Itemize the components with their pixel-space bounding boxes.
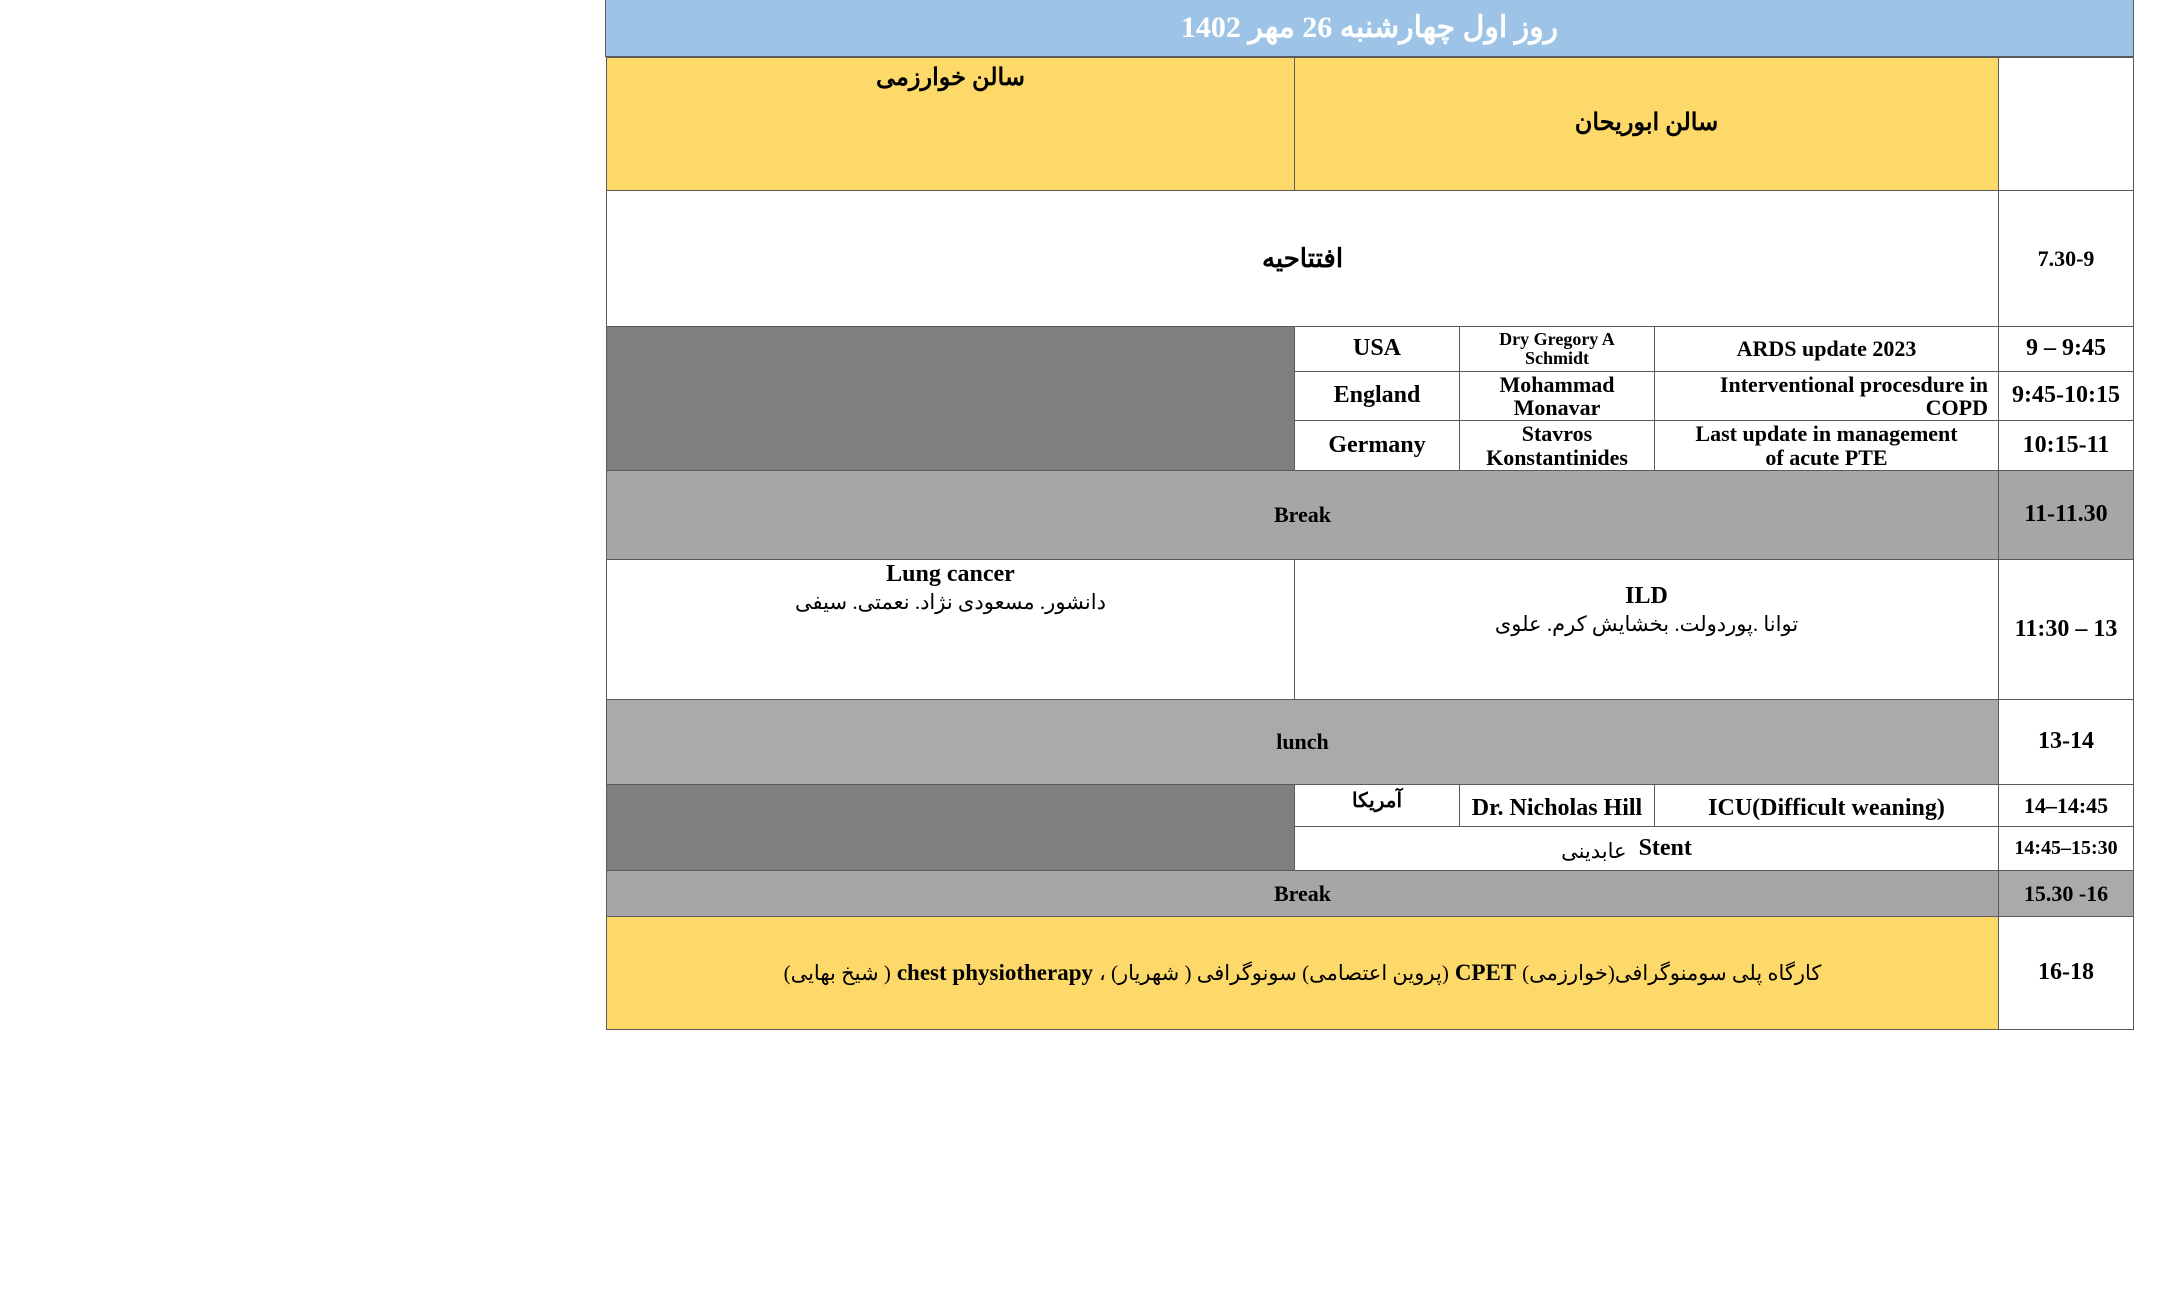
lung-cancer-speakers: دانشور. مسعودی نژاد. نعمتی. سیفی — [795, 590, 1106, 615]
ild-speakers: توانا .پوردولت. بخشایش کرم. علوی — [1494, 612, 1799, 637]
session3-time-1: 14–14:45 — [1998, 784, 2134, 827]
stent-time: 14:45–15:30 — [1998, 826, 2134, 871]
session1-topic-2: Interventional procesdure in COPD — [1654, 371, 1999, 421]
session3-country-1: آمریکا — [1294, 784, 1460, 827]
session3-topic-1: ICU(Difficult weaning) — [1654, 784, 1999, 827]
schedule-title: روز اول چهارشنبه 26 مهر 1402 — [605, 0, 2134, 57]
break-1-label: Break — [606, 470, 1999, 560]
session1-speaker-2: Mohammad Monavar — [1459, 371, 1655, 421]
hall-kharazmi-label: سالن خوارزمی — [876, 65, 1025, 91]
break-2-time: 15.30 -16 — [1998, 870, 2134, 917]
workshop-part-1: کارگاه پلی سومنوگرافی(خوارزمی) — [1522, 960, 1822, 985]
session1-time-3: 10:15-11 — [1998, 420, 2134, 471]
session1-topic-1: ARDS update 2023 — [1654, 326, 1999, 372]
workshop-cpet: CPET — [1454, 959, 1517, 985]
hall-abureyhan-header: سالن ابوریحان — [1294, 57, 1999, 191]
workshop-part-3: ( شیخ بهایی) — [783, 960, 891, 985]
stent-speaker: عابدینی — [1561, 839, 1627, 864]
workshop-part-2: (پروین اعتصامی) سونوگرافی ( شهریار) ، — [1099, 960, 1449, 985]
time-header — [1998, 57, 2134, 191]
stent-cell — [1294, 826, 1999, 871]
session1-country-1: USA — [1294, 326, 1460, 372]
stent-topic: Stent — [1638, 834, 1692, 861]
ild-title: ILD — [1625, 583, 1668, 609]
break-2-label: Break — [606, 870, 1999, 917]
session1-speaker-1: Dry Gregory A Schmidt — [1459, 326, 1655, 372]
lung-cancer-cell — [606, 559, 1295, 700]
session1-country-2: England — [1294, 371, 1460, 421]
kharazmi-empty-block-2 — [606, 784, 1295, 871]
workshop-chest: chest physiotherapy — [896, 959, 1093, 985]
lunch-time: 13-14 — [1998, 699, 2134, 785]
kharazmi-empty-block-1 — [606, 326, 1295, 471]
session1-topic-3: Last update in management of acute PTE — [1654, 420, 1999, 471]
session1-country-3: Germany — [1294, 420, 1460, 471]
lunch-label: lunch — [606, 699, 1999, 785]
opening-time: 7.30-9 — [1998, 190, 2134, 327]
opening-label: افتتاحیه — [606, 190, 1999, 327]
lung-cancer-title: Lung cancer — [886, 561, 1015, 587]
session3-speaker-1: Dr. Nicholas Hill — [1459, 784, 1655, 827]
session1-time-2: 9:45-10:15 — [1998, 371, 2134, 421]
hall-kharazmi-header — [606, 57, 1295, 191]
session1-speaker-3: Stavros Konstantinides — [1459, 420, 1655, 471]
break-1-time: 11-11.30 — [1998, 470, 2134, 560]
workshop-cell — [606, 916, 1999, 1030]
workshop-time: 16-18 — [1998, 916, 2134, 1030]
ild-cell — [1294, 559, 1999, 700]
session2-time: 11:30 – 13 — [1998, 559, 2134, 700]
session1-time-1: 9 – 9:45 — [1998, 326, 2134, 372]
